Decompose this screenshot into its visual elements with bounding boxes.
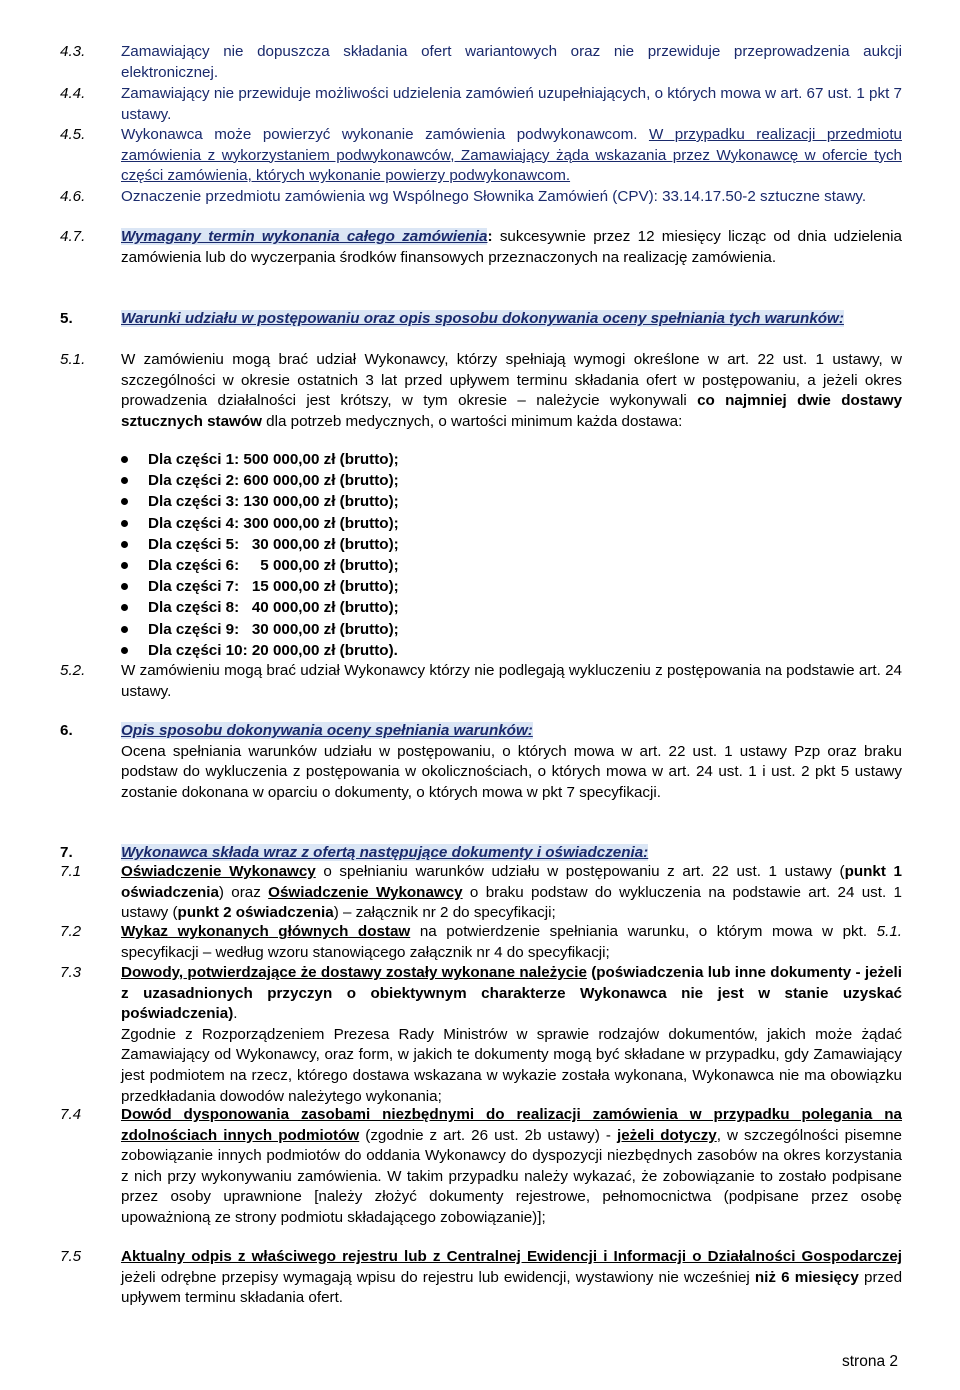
text-part: na potwierdzenie spełniania warunku, o którym mowa w pkt. bbox=[410, 923, 877, 940]
bullet-text: Dla części 9: 30 000,00 zł (brutto); bbox=[148, 620, 399, 638]
item-text: Zamawiający nie przewiduje możliwości udzielenia zamówień uzupełniających, o których mowa w art. 67 ust. 1 pkt 7 ustawy. bbox=[121, 85, 902, 123]
item-number: 7.4 bbox=[60, 1106, 82, 1123]
section-number: 6. bbox=[60, 722, 73, 739]
item-4-7 bbox=[60, 227, 902, 268]
section-title: Warunki udziału w postępowaniu oraz opis sposobu dokonywania oceny spełniania tych warunków: bbox=[121, 310, 844, 327]
doc-name: Wykaz wykonanych głównych dostaw bbox=[121, 923, 411, 940]
bullet-item bbox=[121, 555, 902, 576]
item-text-underlined: W przypadku realizacji przedmiotu zamówienia z wykorzystaniem podwykonawców, Zamawiający żąda wskazania przez Wykonawcę w ofercie tych części zamówienia, których wykonanie powierzy podwykonawcom. bbox=[121, 126, 902, 185]
item-number: 4.5. bbox=[60, 126, 86, 143]
item-4-4 bbox=[60, 84, 902, 125]
text-part: dla potrzeb medycznych, o wartości minimum każda dostawa: bbox=[261, 412, 683, 430]
text-part: ) – załącznik nr 2 do specyfikacji; bbox=[333, 904, 556, 922]
item-number: 5.2. bbox=[60, 662, 86, 679]
item-text bbox=[121, 1105, 902, 1229]
bullet-icon bbox=[121, 541, 128, 548]
item-4-6 bbox=[60, 187, 902, 208]
item-number: 4.7. bbox=[60, 228, 86, 245]
item-text: Oznaczenie przedmiotu zamówienia wg Wspólnego Słownika Zamówień (CPV): 33.14.17.50-2 sztuczne stawy. bbox=[121, 188, 867, 205]
doc-name: Oświadczenie Wykonawcy bbox=[121, 863, 316, 880]
text-part: (zgodnie z art. 26 ust. 2b ustawy) - bbox=[359, 1126, 618, 1144]
bullet-icon bbox=[121, 604, 128, 611]
item-5-1 bbox=[60, 350, 902, 432]
doc-name: Oświadczenie Wykonawcy bbox=[268, 883, 463, 901]
doc-name: Dowody, potwierdzające że dostawy zostały wykonane należycie bbox=[121, 964, 587, 981]
section-text: Ocena spełniania warunków udziału w postępowaniu, o których mowa w art. 22 ust. 1 ustawy Pzp oraz braku podstaw do wykluczenia z postępowania w okolicznościach, o których mowa w art. 24 ust. 1 i ust. 2 pkt 5 ustawy zostanie dokonana w oparciu o dokumenty, o których mowa w pkt 7 specyfikacji. bbox=[121, 742, 902, 801]
text-part: o spełnianiu warunków udziału w postępowaniu z art. 22 ust. 1 ustawy ( bbox=[315, 863, 845, 880]
term-heading: Wymagany termin wykonania całego zamówienia bbox=[121, 228, 488, 245]
section-5-heading bbox=[60, 309, 902, 330]
text-part: . bbox=[233, 1005, 238, 1023]
text-part: W zamówieniu mogą brać udział Wykonawcy, którzy spełniają wymogi określone w art. 22 ust. 1 ustawy, w szczególności w okresie ostatnich 3 lat przed upływem terminu składania ofert w postępowaniu, a jeżeli okres prowadzenia działalności jest krótszy, w tym okresie – należycie wykonywali bbox=[121, 351, 902, 410]
bullet-text: Dla części 1: 500 000,00 zł (brutto); bbox=[148, 451, 399, 468]
item-7-1 bbox=[60, 862, 902, 924]
item-number: 4.6. bbox=[60, 188, 86, 205]
item-number: 7.5 bbox=[60, 1248, 82, 1265]
bullet-text: Dla części 7: 15 000,00 zł (brutto); bbox=[148, 578, 399, 596]
text-ref: 5.1. bbox=[876, 923, 902, 940]
bullet-item bbox=[121, 491, 902, 512]
colon: : bbox=[487, 228, 493, 245]
item-text: Zamawiający nie dopuszcza składania ofert wariantowych oraz nie przewiduje przeprowadzenia aukcji elektronicznej. bbox=[121, 43, 902, 81]
bullet-item bbox=[121, 513, 902, 534]
bullet-text: Dla części 4: 300 000,00 zł (brutto); bbox=[148, 514, 399, 532]
term-text: sukcesywnie przez 12 miesięcy licząc od dnia udzielenia zamówienia lub do wyczerpania środków finansowych przeznaczonych na realizację zamówienia. bbox=[121, 228, 902, 266]
text-part: jeżeli odrębne przepisy wymagają wpisu do rejestru lub ewidencji, wystawiony nie wcześniej bbox=[121, 1268, 755, 1286]
text-part: specyfikacji – według wzoru stanowiącego załącznik nr 4 do specyfikacji; bbox=[121, 943, 610, 961]
bullet-text: Dla części 5: 30 000,00 zł (brutto); bbox=[148, 535, 399, 553]
section-title: Opis sposobu dokonywania oceny spełniania warunków: bbox=[121, 722, 533, 739]
item-5-2 bbox=[60, 661, 902, 702]
section-6 bbox=[60, 721, 902, 803]
bullet-item bbox=[121, 449, 902, 470]
item-4-3 bbox=[60, 42, 902, 83]
text-bold: punkt 1 oświadczenia bbox=[121, 863, 902, 901]
item-number: 4.3. bbox=[60, 43, 86, 60]
item-text bbox=[121, 922, 902, 963]
section-number: 7. bbox=[60, 844, 73, 861]
page-number: strona 2 bbox=[841, 1353, 898, 1370]
item-text bbox=[121, 963, 902, 1107]
bullet-text: Dla części 10: 20 000,00 zł (brutto). bbox=[148, 641, 398, 659]
bullet-icon bbox=[121, 520, 128, 527]
bullet-icon bbox=[121, 562, 128, 569]
item-text: W zamówieniu mogą brać udział Wykonawcy którzy nie podlegają wykluczeniu z postępowania na podstawie art. 24 ustawy. bbox=[121, 662, 902, 700]
item-text bbox=[121, 125, 902, 187]
bullet-icon bbox=[121, 456, 128, 463]
section-7-heading bbox=[60, 843, 902, 864]
item-text bbox=[121, 1247, 902, 1309]
bullet-item bbox=[121, 640, 902, 661]
bullet-item bbox=[121, 619, 902, 640]
bullet-text: Dla części 8: 40 000,00 zł (brutto); bbox=[148, 599, 399, 617]
item-text bbox=[121, 227, 902, 268]
bullet-icon bbox=[121, 647, 128, 654]
text-part: , w szczególności pisemne zobowiązanie innych podmiotów do oddania Wykonawcy do dyspozycji niezbędnych zasobów na okres korzystania z nich przy wykonywaniu zamówienia. W takim przypadku należy wykazać, że zobowiązanie to zostało podpisane przez osoby uprawnione [należy złożyć dokumenty rejestrowe, pełnomocnictwa (podpisane przez osobę upoważnioną ze strony podmiotu składającego zobowiązanie)]; bbox=[121, 1126, 903, 1226]
item-7-3 bbox=[60, 963, 902, 1107]
doc-name: Aktualny odpis z właściwego rejestru lub z Centralnej Ewidencji i Informacji o Działalności Gospodarczej bbox=[121, 1248, 902, 1265]
item-text bbox=[121, 862, 902, 924]
text-paragraph: Zgodnie z Rozporządzeniem Prezesa Rady Ministrów w sprawie rodzajów dokumentów, jakich może żądać Zamawiający od Wykonawcy, oraz form, w jakich te dokumenty mogą być składane w przypadku, gdy Zamawiający jest podmiotem na rzecz, którego dostawa wskazana w wykazie została wykonana, Wykonawca nie ma obowiązku przedkładania dowodów należytego wykonania; bbox=[121, 1025, 902, 1105]
doc-name: Dowód dysponowania zasobami niezbędnymi do realizacji zamówienia w przypadku polegania na zdolnościach innych podmiotów bbox=[121, 1106, 902, 1144]
item-number: 7.2 bbox=[60, 923, 82, 940]
text-bold: niż 6 miesięcy bbox=[754, 1268, 859, 1286]
item-4-5 bbox=[60, 125, 902, 187]
item-7-5 bbox=[60, 1247, 902, 1309]
item-number: 7.1 bbox=[60, 863, 82, 880]
item-text-plain: Wykonawca może powierzyć wykonanie zamówienia podwykonawcom. bbox=[121, 126, 638, 143]
bullet-icon bbox=[121, 583, 128, 590]
item-number: 4.4. bbox=[60, 85, 86, 102]
bullet-text: Dla części 6: 5 000,00 zł (brutto); bbox=[148, 556, 399, 574]
value-bullet-list bbox=[121, 449, 902, 661]
item-7-4 bbox=[60, 1105, 902, 1229]
bullet-item bbox=[121, 597, 902, 618]
section-number: 5. bbox=[60, 310, 73, 327]
bullet-item bbox=[121, 470, 902, 491]
item-7-2 bbox=[60, 922, 902, 963]
item-number: 7.3 bbox=[60, 964, 82, 981]
text-part: przed upływem terminu składania ofert. bbox=[121, 1268, 903, 1307]
text-part: o braku podstaw do wykluczenia na podstawie art. 24 ust. 1 ustawy ( bbox=[121, 883, 902, 922]
section-title: Wykonawca składa wraz z ofertą następujące dokumenty i oświadczenia: bbox=[121, 844, 649, 861]
item-text bbox=[121, 350, 902, 432]
bullet-text: Dla części 2: 600 000,00 zł (brutto); bbox=[148, 472, 399, 490]
bullet-icon bbox=[121, 626, 128, 633]
bullet-list-wrap bbox=[60, 449, 902, 661]
text-bold: co najmniej dwie dostawy sztucznych stawów bbox=[121, 392, 903, 430]
bullet-text: Dla części 3: 130 000,00 zł (brutto); bbox=[148, 493, 399, 511]
text-bold: punkt 2 oświadczenia bbox=[177, 904, 334, 922]
text-bold: (poświadczenia lub inne dokumenty - jeżeli z uzasadnionych przyczyn o obiektywnym charakterze Wykonawca nie jest w stanie uzyskać poświadczenia) bbox=[121, 964, 902, 1023]
bullet-icon bbox=[121, 498, 128, 505]
text-part: ) oraz bbox=[218, 883, 269, 901]
item-number: 5.1. bbox=[60, 351, 86, 368]
text-bold: jeżeli dotyczy bbox=[617, 1126, 717, 1144]
bullet-icon bbox=[121, 477, 128, 484]
bullet-item bbox=[121, 576, 902, 597]
bullet-item bbox=[121, 534, 902, 555]
